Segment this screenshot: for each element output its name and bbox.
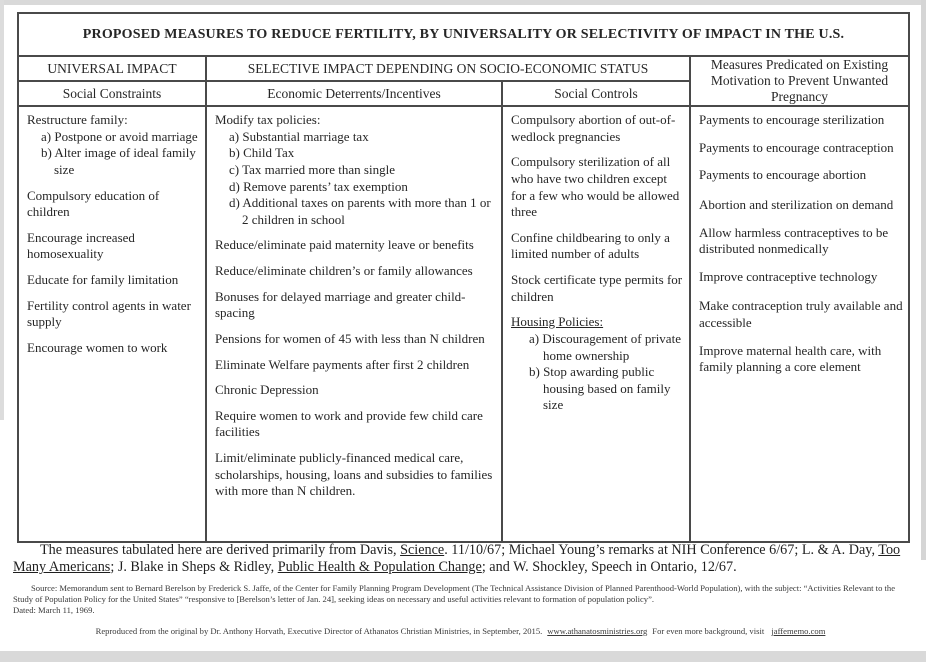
header-universal-impact: UNIVERSAL IMPACT: [19, 55, 205, 80]
reproduction-note: [0, 626, 926, 636]
measure-item: Eliminate Welfare payments after first 2 children: [215, 356, 470, 372]
page-edge-left: [0, 0, 4, 420]
measure-item: Payments to encourage contraception: [699, 139, 894, 155]
source-note-date: Dated: March 11, 1969.: [13, 605, 95, 616]
header-selective-impact: SELECTIVE IMPACT DEPENDING ON SOCIO-ECONOMIC STATUS: [205, 55, 689, 80]
footnote-citation: Too Many Americans: [13, 542, 901, 576]
measure-item: Improve maternal health care, with family planning a core element: [699, 342, 882, 375]
page-edge-right: [921, 0, 926, 560]
source-note: [13, 583, 914, 617]
source-note-text: Source: Memorandum sent to Bernard Berelson by Frederick S. Jaffe, of the Center for Family Planning Program Development (The Technical Assistance Division of Planned Parenthood-World Population), with the subject: “Activities Relevant to the Study of Population Policy for the United States” “responsive to [Berelson’s letter of Jan. 24], seeking ideas on necessary and useful activities relevant to formation of population policy”.: [13, 583, 896, 605]
subheader-economic-deterrents: Economic Deterrents/Incentives: [205, 80, 501, 105]
athanatos-ministries-link[interactable]: www.athanatosministries.org: [547, 626, 648, 636]
footnote-text: ; J. Blake in Sheps & Ridley,: [110, 559, 278, 576]
page-edge-bottom: [0, 651, 926, 662]
measure-item: Compulsory abortion of out-of-wedlock pregnancies: [511, 112, 676, 144]
measure-item: Payments to encourage sterilization: [699, 112, 885, 127]
measure-subitem: d) Additional taxes on parents with more than 1 or 2 children in school: [229, 195, 491, 227]
subheader-social-controls: Social Controls: [501, 80, 689, 105]
footnote-text: The measures tabulated here are derived primarily from Davis,: [40, 542, 401, 558]
sources-footnote: [13, 542, 914, 577]
footnote-text: . 11/10/67; Michael Young’s remarks at NIH Conference 6/67; L. & A. Day,: [444, 542, 879, 558]
measure-item: Modify tax policies:: [215, 112, 321, 127]
measure-subitem: a) Substantial marriage tax: [229, 128, 369, 144]
measure-item: Reduce/eliminate children’s or family allowances: [215, 263, 473, 278]
column-social-controls: [501, 105, 689, 541]
measure-subitem: a) Discouragement of private home ownership: [529, 330, 681, 363]
measure-item: Restructure family:: [27, 112, 128, 127]
measure-item: Allow harmless contraceptives to be distributed nonmedically: [699, 224, 889, 257]
header-motivation: Measures Predicated on Existing Motivation to Prevent Unwanted Pregnancy: [689, 55, 908, 105]
measure-subitem: d) Remove parents’ tax exemption: [229, 178, 408, 194]
measure-item: Housing Policies:: [511, 314, 604, 330]
measure-item: Encourage increased homosexuality: [27, 229, 135, 262]
measure-item: Confine childbearing to only a limited number of adults: [511, 229, 670, 262]
measure-item: Payments to encourage abortion: [699, 167, 867, 183]
measures-table: [17, 12, 910, 543]
reproduction-note-text: For even more background, visit: [652, 626, 765, 636]
measure-group: [215, 112, 496, 228]
subheader-social-constraints: Social Constraints: [19, 80, 205, 105]
measure-item: Fertility control agents in water supply: [27, 297, 191, 330]
measure-subitem: a) Postpone or avoid marriage: [41, 128, 198, 144]
measure-item: Bonuses for delayed marriage and greater child-spacing: [215, 288, 466, 321]
measure-subitem: b) Alter image of ideal family size: [41, 145, 196, 177]
column-economic-deterrents: [205, 105, 501, 541]
measure-subitem: c) Tax married more than single: [229, 161, 395, 177]
measure-item: Limit/eliminate publicly-financed medical care, scholarships, housing, loans and subsidies to families with more than N children.: [215, 450, 493, 499]
measure-group: [27, 112, 200, 179]
measure-item: Educate for family limitation: [27, 272, 179, 287]
jaffememo-link[interactable]: jaffememo.com: [771, 626, 826, 636]
measure-item: Compulsory education of children: [27, 187, 160, 220]
footnote-citation: Science: [400, 542, 445, 558]
measure-subitem: b) Stop awarding public housing based on family size: [529, 364, 671, 413]
measure-subitem: b) Child Tax: [229, 145, 295, 161]
measure-item: Chronic Depression: [215, 382, 319, 398]
reproduction-note-text: Reproduced from the original by Dr. Anthony Horvath, Executive Director of Athanatos Christian Ministries, in September, 2015.: [95, 626, 543, 636]
measure-item: Stock certificate type permits for children: [511, 272, 683, 304]
measure-group: [511, 314, 684, 414]
footnote-citation: Public Health & Population Change: [277, 559, 482, 576]
measure-item: Require women to work and provide few child care facilities: [215, 407, 483, 440]
measure-item: Pensions for women of 45 with less than N children: [215, 330, 485, 346]
page-edge-top: [0, 0, 926, 5]
measure-item: Improve contraceptive technology: [699, 268, 878, 284]
column-social-constraints: [19, 105, 205, 541]
table-title: PROPOSED MEASURES TO REDUCE FERTILITY, BY UNIVERSALITY OR SELECTIVITY OF IMPACT IN THE U.S.: [82, 26, 845, 42]
measure-item: Reduce/eliminate paid maternity leave or benefits: [215, 237, 474, 253]
measure-item: Compulsory sterilization of all who have two children except for a few who would be allowed three: [511, 154, 680, 220]
measure-item: Encourage women to work: [27, 339, 168, 355]
measure-item: Abortion and sterilization on demand: [699, 196, 894, 212]
column-motivation: [689, 105, 908, 541]
measure-item: Make contraception truly available and accessible: [699, 298, 903, 330]
footnote-text: ; and W. Shockley, Speech in Ontario, 12/67.: [481, 559, 737, 576]
